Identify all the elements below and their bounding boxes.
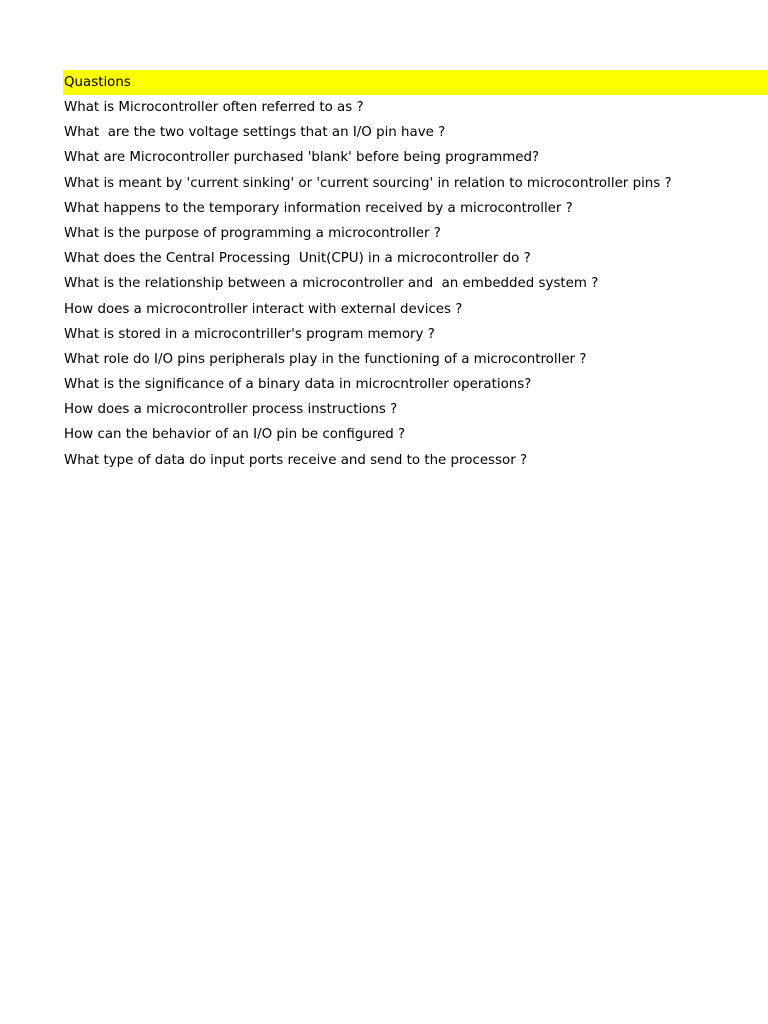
question-row: What is meant by 'current sinking' or 'current sourcing' in relation to microcontroller pins ? [64, 175, 672, 191]
question-row: What happens to the temporary information received by a microcontroller ? [64, 200, 573, 216]
question-row: How can the behavior of an I/O pin be configured ? [64, 427, 406, 443]
question-row: What role do I/O pins peripherals play in the functioning of a microcontroller ? [64, 351, 587, 367]
question-row: What are the two voltage settings that an I/O pin have ? [64, 125, 446, 141]
spreadsheet-page [0, 70, 768, 473]
question-row: What is the significance of a binary data in microcntroller operations? [64, 377, 532, 393]
question-row: What are Microcontroller purchased 'blank' before being programmed? [64, 150, 540, 166]
question-row: What is stored in a microcontriller's program memory ? [64, 326, 435, 342]
question-row: How does a microcontroller process instructions ? [64, 402, 398, 418]
question-row: What is the relationship between a microcontroller and an embedded system ? [64, 276, 599, 292]
question-row: What type of data do input ports receive and send to the processor ? [64, 452, 528, 468]
question-row: What is the purpose of programming a microcontroller ? [64, 225, 441, 241]
question-row: How does a microcontroller interact with external devices ? [64, 301, 463, 317]
question-row: What does the Central Processing Unit(CPU) in a microcontroller do ? [64, 251, 531, 267]
header-highlight [63, 70, 768, 95]
question-row: What is Microcontroller often referred to as ? [64, 100, 364, 115]
question-list [0, 95, 768, 473]
header-label: Quastions [64, 75, 131, 90]
header-row [0, 70, 768, 95]
